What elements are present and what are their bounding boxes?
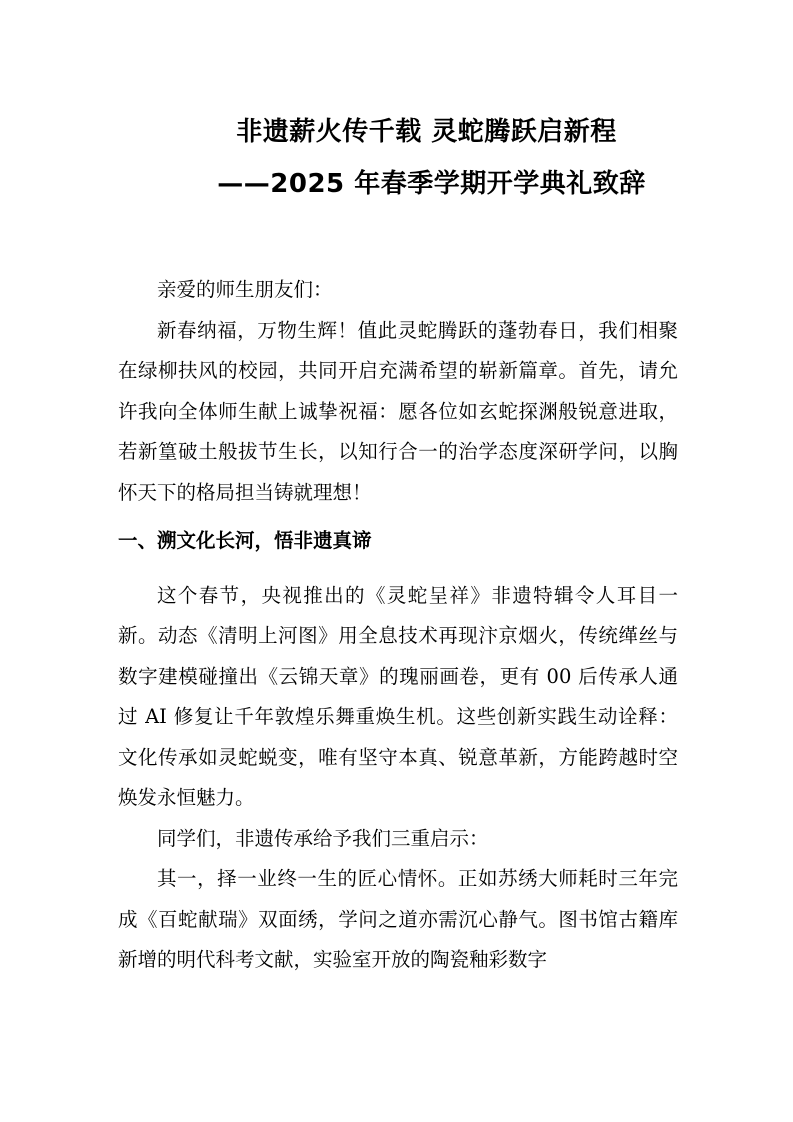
paragraph: 同学们，非遗传承给予我们三重启示： [157, 826, 489, 850]
salutation: 亲爱的师生朋友们： [157, 278, 333, 301]
paragraph: 这个春节，央视推出的《灵蛇呈祥》非遗特辑令人耳目一新。动态《清明上河图》用全息技术再现汴京烟火，传统缂丝与数字建模碰撞出《云锦天章》的瑰丽画卷，更有 00 后传承人通过 AI 修复让千年敦煌乐舞重焕生机。这些创新实践生动诠释：文化传承如灵蛇蜕变，唯有坚守本真、锐意革新，方能跨越时空焕发永恒魅力。 [118, 583, 678, 809]
document-subtitle: ——2025 年春季学期开学典礼致辞 [217, 169, 646, 199]
paragraph-intro: 新春纳福，万物生辉！值此灵蛇腾跃的蓬勃春日，我们相聚在绿柳扶风的校园，共同开启充满希望的崭新篇章。首先，请允许我向全体师生献上诚挚祝福：愿各位如玄蛇探渊般锐意进取，若新篁破土般拔节生长，以知行合一的治学态度深研学问，以胸怀天下的格局担当铸就理想！ [118, 318, 678, 504]
document-body [118, 270, 678, 981]
section-heading-1: 一、溯文化长河，悟非遗真谛 [118, 529, 372, 552]
paragraph: 其一，择一业终一生的匠心情怀。正如苏绣大师耗时三年完成《百蛇献瑞》双面绣，学问之道亦需沉心静气。图书馆古籍库新增的明代科考文献，实验室开放的陶瓷釉彩数字 [118, 867, 678, 971]
document-title: 非遗薪火传千载 灵蛇腾跃启新程 [236, 117, 617, 147]
